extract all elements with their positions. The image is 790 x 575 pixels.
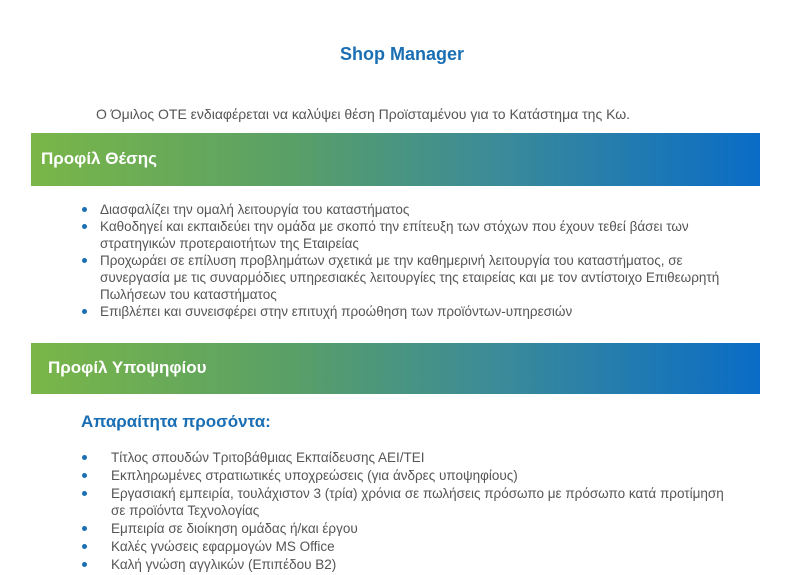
bullet-icon bbox=[82, 258, 87, 263]
list-item-text: Προχωράει σε επίλυση προβλημάτων σχετικά με την καθημερινή λειτουργία του καταστήματος, σε συνεργασία με τις συναρμόδιες υπηρεσιακές λειτουργίες της εταιρείας και με τον αντίστοιχο Επιθεωρητή Πωλήσεων του καταστήματος bbox=[100, 253, 720, 302]
bullet-icon bbox=[82, 491, 87, 496]
list-item-text: Καλή γνώση αγγλικών (Επιπέδου Β2) bbox=[111, 557, 337, 572]
bullet-icon bbox=[82, 455, 87, 460]
bullet-icon bbox=[82, 544, 87, 549]
list-item-text: Εκπληρωμένες στρατιωτικές υποχρεώσεις (για άνδρες υποψηφίους) bbox=[111, 468, 518, 483]
bullet-icon bbox=[82, 526, 87, 531]
bullet-icon bbox=[82, 224, 87, 229]
bullet-icon bbox=[82, 207, 87, 212]
list-item-text: Διασφαλίζει την ομαλή λειτουργία του καταστήματος bbox=[100, 202, 410, 217]
list-item-text: Εμπειρία σε διοίκηση ομάδας ή/και έργου bbox=[111, 521, 358, 536]
list-item bbox=[82, 520, 732, 537]
list-item bbox=[82, 449, 732, 466]
bullet-icon bbox=[82, 473, 87, 478]
list-item bbox=[82, 485, 732, 519]
list-item bbox=[82, 218, 742, 252]
bullet-icon bbox=[82, 562, 87, 567]
section-heading: Προφίλ Θέσης bbox=[41, 149, 157, 168]
list-item bbox=[82, 538, 732, 555]
list-item-text: Καλές γνώσεις εφαρμογών MS Office bbox=[111, 539, 335, 554]
bullet-icon bbox=[82, 309, 87, 314]
list-item bbox=[82, 556, 732, 573]
list-item-text: Τίτλος σπουδών Τριτοβάθμιας Εκπαίδευσης ΑΕΙ/ΤΕΙ bbox=[111, 450, 425, 465]
list-item bbox=[82, 201, 742, 218]
intro-text: Ο Όμιλος ΟΤΕ ενδιαφέρεται να καλύψει θέση Προϊσταμένου για το Κατάστημα της Κω. bbox=[96, 106, 631, 122]
section-heading: Προφίλ Υποψηφίου bbox=[48, 358, 207, 377]
qualifications-subheading: Απαραίτητα προσόντα: bbox=[81, 412, 271, 431]
section-header-position-profile bbox=[31, 133, 760, 186]
list-item-text: Εργασιακή εμπειρία, τουλάχιστον 3 (τρία) χρόνια σε πωλήσεις πρόσωπο με πρόσωπο κατά προτίμηση σε προϊόντα Τεχνολογίας bbox=[111, 486, 724, 518]
qualifications-list bbox=[82, 449, 732, 574]
list-item bbox=[82, 303, 742, 320]
position-profile-list bbox=[82, 201, 742, 320]
section-header-candidate-profile bbox=[31, 343, 760, 394]
list-item-text: Καθοδηγεί και εκπαιδεύει την ομάδα με σκοπό την επίτευξη των στόχων που έχουν τεθεί βάσει των στρατηγικών προτεραιοτήτων της Εταιρείας bbox=[100, 219, 689, 251]
list-item bbox=[82, 467, 732, 484]
page-title: Shop Manager bbox=[339, 44, 464, 64]
list-item-text: Επιβλέπει και συνεισφέρει στην επιτυχή προώθηση των προϊόντων-υπηρεσιών bbox=[100, 304, 573, 319]
list-item bbox=[82, 252, 742, 303]
